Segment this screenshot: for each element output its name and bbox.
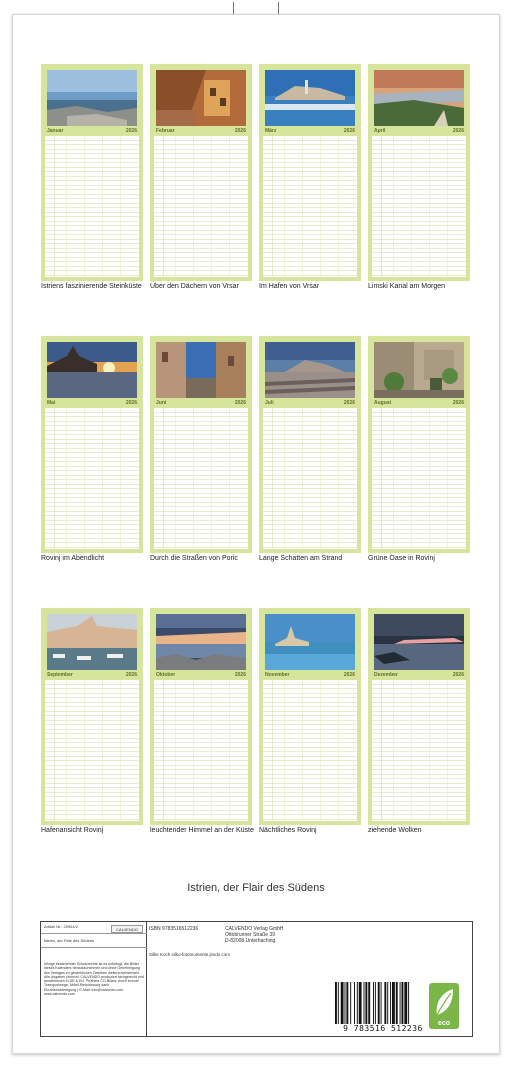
product-title-row [41,936,147,948]
barcode [329,980,437,1034]
month-name: Juli [265,400,274,406]
barcode-number: 9 783516 512236 [343,1024,423,1033]
publisher-line: CALVENDO Verlag GmbH [225,926,284,932]
month-photo [374,342,464,398]
month-year: 2026 [234,128,246,134]
month-card [150,608,252,825]
month-name: März [265,128,277,134]
month-caption: Istriens faszinierende Steinküste [41,283,142,290]
landscape-photo [374,70,464,126]
month-caption: Durch die Straßen von Poric [150,555,238,562]
month-header [154,399,248,407]
month-card [41,64,143,281]
day-grid [45,408,139,549]
month-photo [47,614,137,670]
month-year: 2026 [452,128,464,134]
month-header [263,127,357,135]
month-caption: ziehende Wolken [368,827,422,834]
month-photo [156,70,246,126]
month-caption: Rovinj im Abendlicht [41,555,105,562]
month-photo [374,614,464,670]
month-header [45,399,139,407]
month-year: 2026 [343,400,355,406]
day-grid [372,408,466,549]
day-grid [45,136,139,277]
month-year: 2026 [452,400,464,406]
day-grid [154,680,248,821]
month-card [259,336,361,553]
month-card [259,608,361,825]
eco-logo [429,983,459,1029]
calendar-title: Istrien, der Flair des Südens [187,882,325,894]
month-year: 2026 [234,672,246,678]
month-caption: Über den Dächern von Vrsar [150,283,239,290]
landscape-photo [47,614,137,670]
landscape-photo [156,70,246,126]
month-year: 2026 [234,400,246,406]
month-photo [265,342,355,398]
day-grid [154,136,248,277]
day-grid [372,680,466,821]
month-card [150,336,252,553]
eco-label: eco [437,1020,451,1027]
day-grid [263,680,357,821]
landscape-photo [156,614,246,670]
day-grid [263,408,357,549]
month-card [41,608,143,825]
landscape-photo [374,342,464,398]
month-card [368,336,470,553]
month-name: Januar [47,128,64,134]
calvendo-logo: CALVENDO [111,925,143,933]
landscape-photo [47,342,137,398]
publisher-address [225,926,284,944]
month-photo [47,342,137,398]
month-photo [265,70,355,126]
month-name: November [265,672,290,678]
month-photo [47,70,137,126]
month-name: Mai [47,400,56,406]
imprint-left-column [41,922,147,1036]
month-caption: Lange Schatten am Strand [259,555,343,562]
month-header [263,399,357,407]
legal-text: Infolge bestehender Schutzrechte ist es unbefugt, die Bilder dieses Kalenders herauszunehmen und ohne Genehmigung des Verlages zu gewerblichen Zwecken weiterzuverwenden. Alle Angaben (einschl. CALVENDO produziert fachgerecht und annahmevon in DE & EU. Prüfnetz CO-Bilanz durch bonner Transportwege. Abfall-Reduzierung dank Einzelstückfertigung.) E-Mail: info@calvendo.com · www.calvendo.com [44,962,144,997]
month-caption: Nächtliches Rovinj [259,827,317,834]
product-title: Istrien, der Flair des Südens [44,938,95,943]
month-name: Februar [156,128,175,134]
month-photo [156,614,246,670]
month-year: 2026 [343,672,355,678]
month-card [150,64,252,281]
month-header [372,671,466,679]
month-header [263,671,357,679]
month-caption: Limski Kanal am Morgen [368,283,446,290]
day-grid [372,136,466,277]
month-year: 2026 [125,128,137,134]
landscape-photo [265,614,355,670]
month-caption: leuchtender Himmel an der Küste [150,827,254,834]
month-header [372,399,466,407]
month-caption: Hafenansicht Rovinj [41,827,104,834]
month-name: August [374,400,392,406]
barcode-bars [333,982,433,1024]
month-year: 2026 [452,672,464,678]
landscape-photo [265,342,355,398]
month-photo [374,70,464,126]
month-header [45,127,139,135]
month-name: Dezember [374,672,398,678]
landscape-photo [265,70,355,126]
month-card [259,64,361,281]
month-year: 2026 [343,128,355,134]
day-grid [154,408,248,549]
month-photo [156,342,246,398]
month-name: Oktober [156,672,176,678]
day-grid [263,136,357,277]
landscape-photo [156,342,246,398]
month-card [368,64,470,281]
month-photo [265,614,355,670]
month-name: Juni [156,400,167,406]
month-header [154,127,248,135]
month-header [45,671,139,679]
isbn: ISBN 9783516512236 [149,926,199,932]
day-grid [45,680,139,821]
month-card [41,336,143,553]
landscape-photo [47,70,137,126]
month-header [154,671,248,679]
article-number: Artikel Nr.: 20961/2 [44,924,79,929]
imprint-box [40,921,473,1037]
publisher-line: Ottobrunner Straße 39 [225,932,276,938]
month-year: 2026 [125,672,137,678]
publisher-line: D-82008 Unterhaching [225,938,276,944]
photographer-credit: Silke Koch silko-fotomomente.jimdo.com [149,952,231,957]
month-header [372,127,466,135]
month-name: April [374,128,386,134]
month-caption: Im Hafen von Vrsar [259,283,320,290]
month-caption: Grüne Oase in Rovinj [368,555,435,562]
month-name: September [47,672,73,678]
landscape-photo [374,614,464,670]
month-card [368,608,470,825]
month-year: 2026 [125,400,137,406]
